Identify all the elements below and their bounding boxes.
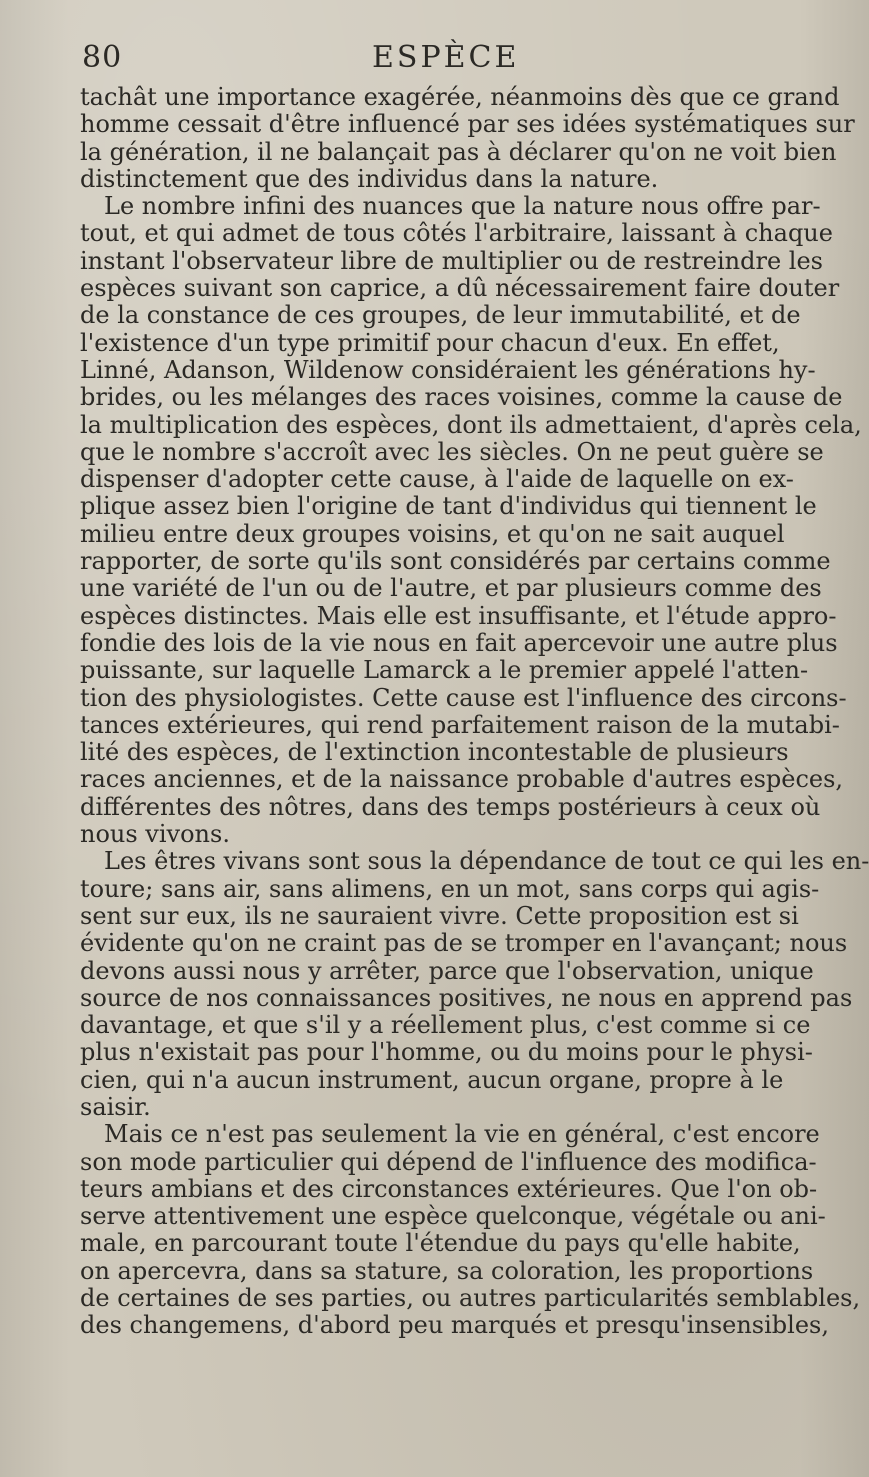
paragraph-start-line: Les êtres vivans sont sous la dépendance de tout ce qui les en- <box>104 847 869 876</box>
text-line: son mode particulier qui dépend de l'influence des modifica- <box>80 1147 817 1176</box>
text-line: davantage, et que s'il y a réellement plus, c'est comme si ce <box>80 1011 811 1040</box>
text-line: dispenser d'adopter cette cause, à l'aide de laquelle on ex- <box>80 465 794 494</box>
text-line: instant l'observateur libre de multiplier ou de restreindre les <box>80 246 823 275</box>
text-line: fondie des lois de la vie nous en fait apercevoir une autre plus <box>80 628 838 657</box>
running-title: ESPÈCE <box>372 40 520 75</box>
paragraph-start-line: Mais ce n'est pas seulement la vie en général, c'est encore <box>104 1120 820 1149</box>
text-line: lité des espèces, de l'extinction incontestable de plusieurs <box>80 738 789 767</box>
text-line: rapporter, de sorte qu'ils sont considérés par certains comme <box>80 547 831 576</box>
text-line: tances extérieures, qui rend parfaitement raison de la mutabi- <box>80 710 840 739</box>
text-line: que le nombre s'accroît avec les siècles. On ne peut guère se <box>80 437 824 466</box>
body-text <box>80 83 869 1340</box>
text-line: espèces suivant son caprice, a dû nécessairement faire douter <box>80 274 840 303</box>
text-line: Linné, Adanson, Wildenow considéraient les générations hy- <box>80 355 816 384</box>
text-line: puissante, sur laquelle Lamarck a le premier appelé l'atten- <box>80 656 809 685</box>
text-line: on apercevra, dans sa stature, sa coloration, les proportions <box>80 1256 814 1285</box>
text-line: distinctement que des individus dans la nature. <box>80 164 659 193</box>
paragraph-start-line: Le nombre infini des nuances que la nature nous offre par- <box>104 192 821 221</box>
text-line: de certaines de ses parties, ou autres particularités semblables, <box>80 1284 861 1313</box>
text-line: devons aussi nous y arrêter, parce que l'observation, unique <box>80 956 814 985</box>
text-line: plus n'existait pas pour l'homme, ou du moins pour le physi- <box>80 1038 813 1067</box>
text-line: homme cessait d'être influencé par ses idées systématiques sur <box>80 110 855 139</box>
text-line: la génération, il ne balançait pas à déclarer qu'on ne voit bien <box>80 137 837 166</box>
text-line: tion des physiologistes. Cette cause est l'influence des circons- <box>80 683 847 712</box>
text-line: des changemens, d'abord peu marqués et presqu'insensibles, <box>80 1311 829 1340</box>
text-line: male, en parcourant toute l'étendue du pays qu'elle habite, <box>80 1229 801 1258</box>
running-head <box>82 40 764 86</box>
text-line: l'existence d'un type primitif pour chacun d'eux. En effet, <box>80 328 780 357</box>
text-line: tachât une importance exagérée, néanmoins dès que ce grand <box>80 83 840 111</box>
text-line: différentes des nôtres, dans des temps postérieurs à ceux où <box>80 792 821 821</box>
text-line: saisir. <box>80 1092 151 1121</box>
text-line: tout, et qui admet de tous côtés l'arbitraire, laissant à chaque <box>80 219 833 248</box>
text-line: serve attentivement une espèce quelconque, végétale ou ani- <box>80 1202 826 1231</box>
text-line: évidente qu'on ne craint pas de se tromper en l'avançant; nous <box>80 929 848 958</box>
text-line: de la constance de ces groupes, de leur immutabilité, et de <box>80 301 801 330</box>
text-line: sent sur eux, ils ne sauraient vivre. Cette proposition est si <box>80 901 799 930</box>
text-line: plique assez bien l'origine de tant d'individus qui tiennent le <box>80 492 817 521</box>
text-line: races anciennes, et de la naissance probable d'autres espèces, <box>80 765 844 794</box>
text-line: la multiplication des espèces, dont ils admettaient, d'après cela, <box>80 410 862 439</box>
text-line: cien, qui n'a aucun instrument, aucun organe, propre à le <box>80 1065 784 1094</box>
text-line: brides, ou les mélanges des races voisines, comme la cause de <box>80 383 843 412</box>
text-line: milieu entre deux groupes voisins, et qu'on ne sait auquel <box>80 519 785 548</box>
text-line: toure; sans air, sans alimens, en un mot, sans corps qui agis- <box>80 874 820 903</box>
page-number: 80 <box>82 40 123 75</box>
text-line: une variété de l'un ou de l'autre, et par plusieurs comme des <box>80 574 822 603</box>
text-line: source de nos connaissances positives, ne nous en apprend pas <box>80 983 853 1012</box>
text-line: espèces distinctes. Mais elle est insuffisante, et l'étude appro- <box>80 601 837 630</box>
text-line: nous vivons. <box>80 820 230 849</box>
text-line: teurs ambians et des circonstances extérieures. Que l'on ob- <box>80 1174 818 1203</box>
